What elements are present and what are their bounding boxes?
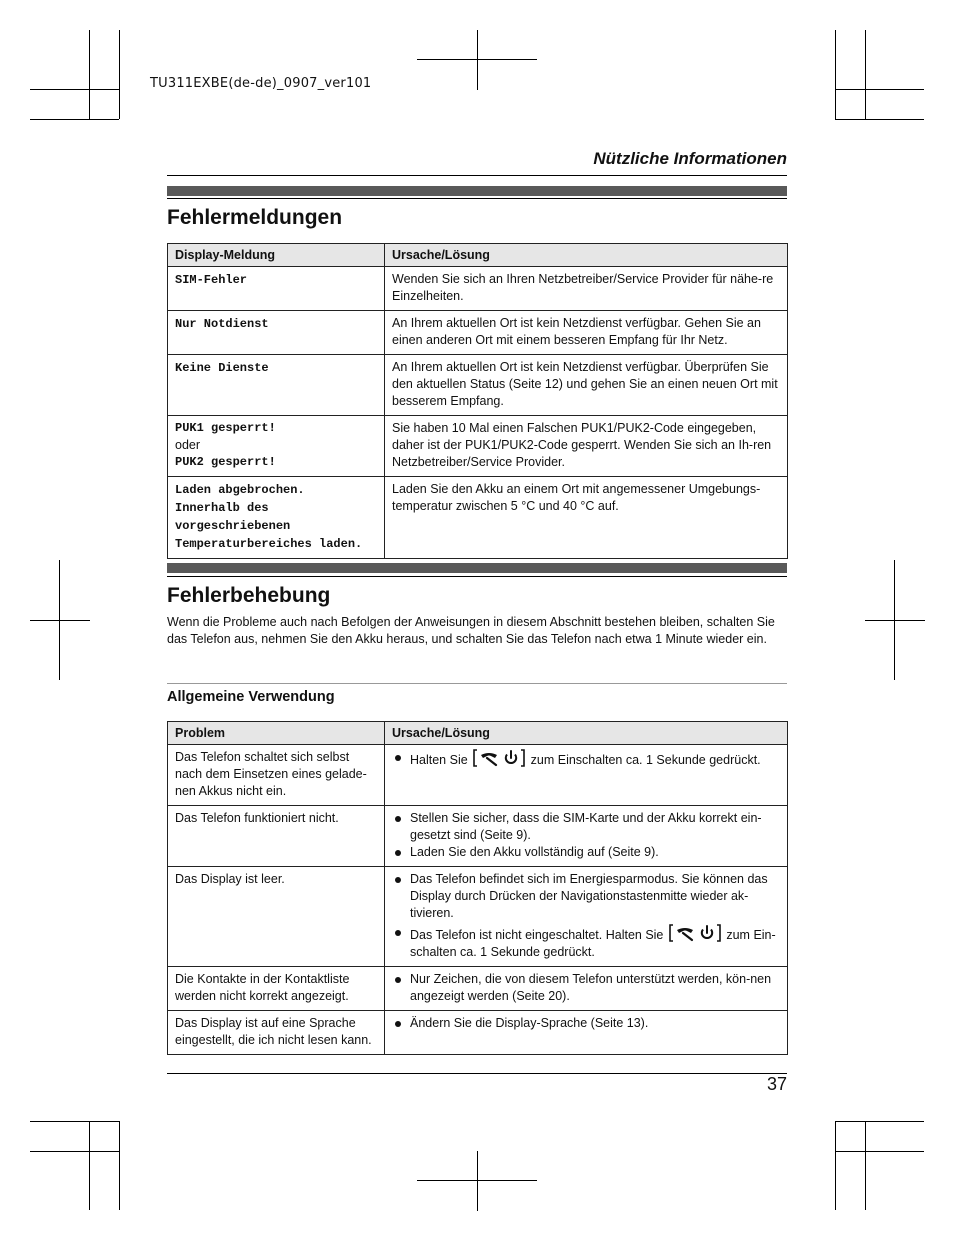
solution-list [392, 871, 780, 961]
solution-cell [385, 745, 788, 806]
page-number: 37 [766, 1074, 787, 1094]
solution-cell: An Ihrem aktuellen Ort ist kein Netzdienst verfügbar. Gehen Sie an einen anderen Ort mit einem besseren Empfang für Ihr Netz. [385, 311, 788, 355]
column-header: Problem [168, 722, 385, 745]
or-connector: oder [175, 438, 201, 452]
solution-cell [385, 1011, 788, 1055]
table-row [168, 1011, 788, 1055]
section-bar-troubleshooting [167, 563, 787, 573]
display-message-cell [168, 477, 385, 559]
problem-cell: Das Telefon funktioniert nicht. [168, 806, 385, 867]
section-bar-errors [167, 186, 787, 196]
problem-cell: Das Telefon schaltet sich selbst nach dem Einsetzen eines gelade-nen Akkus nicht ein. [168, 745, 385, 806]
display-message-cell [168, 311, 385, 355]
solution-cell [385, 867, 788, 967]
section-rule-troubleshooting [167, 576, 787, 577]
column-header: Ursache/Lösung [385, 722, 788, 745]
solution-item: Ändern Sie die Display-Sprache (Seite 13). [392, 1015, 780, 1032]
table-header-row [168, 244, 788, 267]
document-code: TU311EXBE(de-de)_0907_ver101 [150, 76, 372, 91]
solution-item: Stellen Sie sicher, dass die SIM-Karte und der Akku korrekt ein-gesetzt sind (Seite 9). [392, 810, 780, 844]
section-rule-errors [167, 198, 787, 199]
display-message: Keine Dienste [175, 361, 269, 375]
troubleshooting-table [167, 721, 788, 1055]
section-title-errors: Fehlermeldungen [167, 206, 343, 229]
solution-list [392, 810, 780, 861]
solution-list [392, 971, 780, 1005]
table-row [168, 806, 788, 867]
display-message: PUK1 gesperrt! [175, 421, 276, 435]
display-message: SIM-Fehler [175, 273, 248, 287]
problem-cell: Das Display ist auf eine Sprache eingestellt, die ich nicht lesen kann. [168, 1011, 385, 1055]
table-row [168, 355, 788, 416]
off-power-key-icon [473, 749, 525, 767]
table-row [168, 267, 788, 311]
solution-list [392, 1015, 780, 1032]
solution-cell [385, 806, 788, 867]
display-message: Laden abgebrochen. Innerhalb des vorgeschriebenen Temperaturbereiches laden. [175, 483, 363, 551]
display-message-cell [168, 267, 385, 311]
display-message: Nur Notdienst [175, 317, 269, 331]
problem-cell: Das Display ist leer. [168, 867, 385, 967]
error-messages-table [167, 243, 788, 559]
footer-rule [167, 1073, 787, 1074]
solution-cell: An Ihrem aktuellen Ort ist kein Netzdienst verfügbar. Überprüfen Sie den aktuellen Status (Seite 12) und gehen Sie an einen neuen Ort mit besserem Empfang. [385, 355, 788, 416]
section-title-troubleshooting: Fehlerbehebung [167, 584, 331, 607]
solution-item: Nur Zeichen, die von diesem Telefon unterstützt werden, kön-nen angezeigt werden (Seite 20). [392, 971, 780, 1005]
table-row [168, 867, 788, 967]
solution-cell [385, 967, 788, 1011]
header-rule [167, 175, 787, 176]
solution-item: Laden Sie den Akku vollständig auf (Seite 9). [392, 844, 780, 861]
problem-cell: Die Kontakte in der Kontaktliste werden nicht korrekt angezeigt. [168, 967, 385, 1011]
troubleshooting-intro: Wenn die Probleme auch nach Befolgen der Anweisungen in diesem Abschnitt bestehen bleiben, schalten Sie das Telefon aus, nehmen Sie den Akku heraus, und schalten Sie das Telefon nach etwa 1 Minute wieder ein. [167, 615, 775, 646]
display-message: PUK2 gesperrt! [175, 455, 276, 469]
solution-cell: Laden Sie den Akku an einem Ort mit angemessener Umgebungs-temperatur zwischen 5 °C und 40 °C auf. [385, 477, 788, 559]
running-head: Nützliche Informationen [593, 149, 787, 168]
table-row [168, 967, 788, 1011]
subsection-rule [167, 683, 787, 684]
solution-cell: Sie haben 10 Mal einen Falschen PUK1/PUK2-Code eingegeben, daher ist der PUK1/PUK2-Code gesperrt. Wenden Sie sich an Ih-ren Netzbetreiber/Service Provider. [385, 416, 788, 477]
table-row [168, 745, 788, 806]
off-power-key-icon [669, 924, 721, 942]
table-row [168, 416, 788, 477]
display-message-cell [168, 416, 385, 477]
table-row [168, 477, 788, 559]
display-message-cell [168, 355, 385, 416]
solution-item: Halten Sie zum Einschalten ca. 1 Sekunde gedrückt. [392, 749, 780, 769]
column-header: Ursache/Lösung [385, 244, 788, 267]
subsection-title: Allgemeine Verwendung [167, 689, 335, 705]
table-row [168, 311, 788, 355]
solution-cell: Wenden Sie sich an Ihren Netzbetreiber/Service Provider für nähe-re Einzelheiten. [385, 267, 788, 311]
table-header-row [168, 722, 788, 745]
solution-list [392, 749, 780, 769]
column-header: Display-Meldung [168, 244, 385, 267]
solution-item: Das Telefon befindet sich im Energiesparmodus. Sie können das Display durch Drücken der Navigationstastenmitte wieder ak-tivieren. [392, 871, 780, 922]
solution-item: Das Telefon ist nicht eingeschaltet. Halten Sie zum Ein-schalten ca. 1 Sekunde gedrückt. [392, 924, 780, 961]
